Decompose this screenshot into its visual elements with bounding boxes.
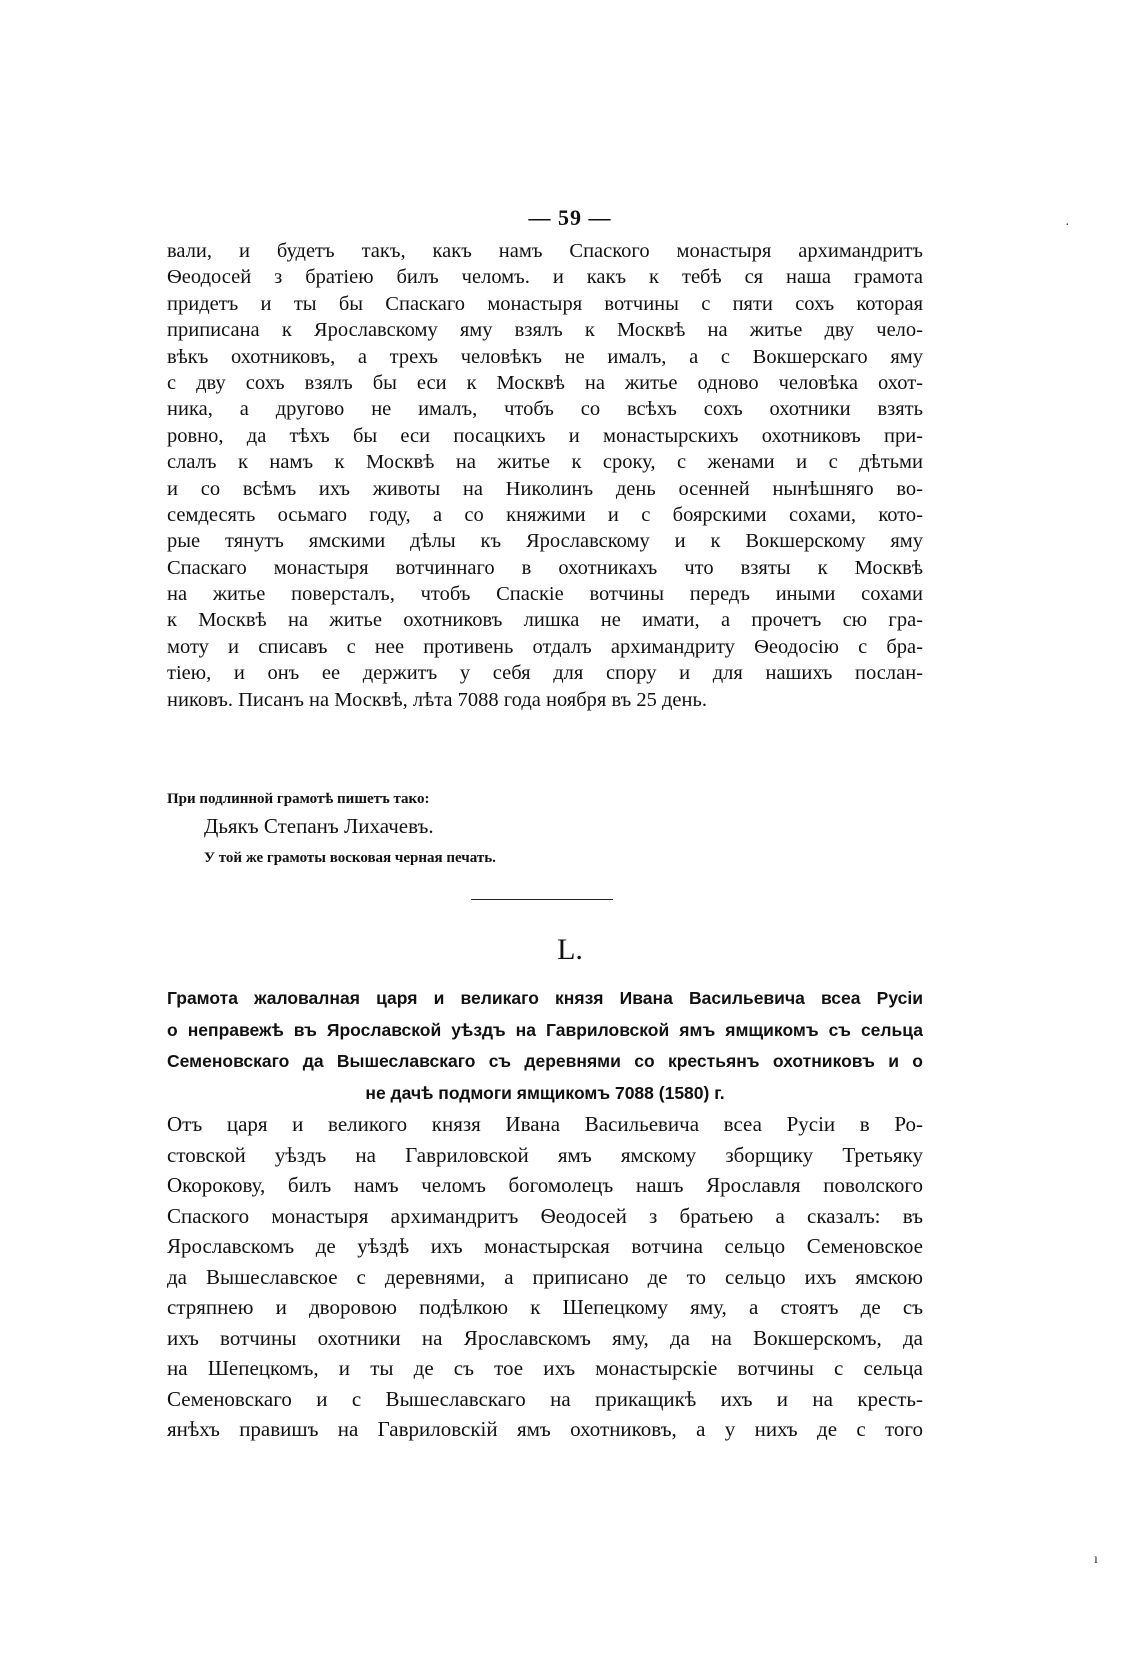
text-line: придетъ и ты бы Спаскаго монастыря вотчины с пяти сохъ которая — [167, 292, 923, 315]
text-line: да Вышеславское с деревнями, а приписано де то сельцо ихъ ямскою — [167, 1264, 923, 1289]
text-line: Ярославскомъ де уѣздѣ ихъ монастырская вотчина сельцо Семеновское — [167, 1234, 923, 1258]
text-line: к Москвѣ на житье охотниковъ лишка не имати, а прочетъ сю гра- — [167, 609, 923, 632]
note-original-document: При подлинной грамотѣ пишетъ тако: — [167, 791, 430, 807]
signature: Дьякъ Степанъ Лихачевъ. — [204, 814, 434, 838]
text-line: приписана к Ярославскому яму взялъ к Москвѣ на житье дву чело- — [167, 319, 923, 342]
text-line: ника, а другово не ималъ, чтобъ со всѣхъ сохъ охотники взять — [167, 398, 923, 421]
text-line: тiею, и онъ ее держитъ у себя для спору и для нашихъ послан- — [167, 662, 923, 685]
text-line: Семеновскаго и с Вышеславскаго на прикащикѣ ихъ и на кресть- — [167, 1386, 923, 1411]
text-line: стряпнею и дворовою подѣлкою к Шепецкому яму, а стоятъ де съ — [167, 1295, 923, 1319]
heading-line: Семеновскаго да Вышеславскаго съ деревнями со крестьянъ охотниковъ и о — [167, 1051, 923, 1071]
text-line: Спаскаго монастыря вотчиннаго в охотникахъ что взяты к Москвѣ — [167, 556, 923, 579]
margin-speck: ı — [1094, 1552, 1098, 1567]
text-line: слалъ к намъ к Москвѣ на житье к сроку, с женами и с дѣтьми — [167, 451, 923, 474]
text-line: семдесять осьмаго году, а со княжими и с боярскими сохами, кото- — [167, 503, 923, 526]
text-line: рые тянутъ ямскими дѣлы къ Ярославскому и к Вокшерскому яму — [167, 530, 923, 553]
heading-line: о неправежѣ въ Ярославской уѣздъ на Гавриловской ямъ ямщикомъ съ сельца — [167, 1019, 923, 1040]
paragraph-charter — [167, 1109, 923, 1445]
heading-line: Грамота жаловалная царя и великаго князя Ивана Васильевича всеа Русiи — [167, 988, 923, 1008]
text-line: стовской уѣздъ на Гавриловской ямъ ямскому зборщику Третьяку — [167, 1142, 923, 1167]
text-line: моту и списавъ с нее противень отдалъ архимандриту Ѳеодосiю с бра- — [167, 635, 923, 658]
heading-line: не дачѣ подмоги ямщикомъ 7088 (1580) г. — [365, 1082, 725, 1103]
section-letter: L. — [557, 933, 583, 966]
page-number: — 59 — — [528, 205, 612, 230]
margin-speck: · — [1065, 218, 1070, 233]
text-line: ихъ вотчины охотники на Ярославскомъ яму, да на Вокшерскомъ, да — [167, 1325, 923, 1350]
text-line: Ѳеодосей з братiею билъ челомъ. и какъ к тебѣ ся наша грамота — [167, 266, 923, 289]
text-line: вѣкъ охотниковъ, а трехъ человѣкъ не ималъ, а с Вокшерскаго яму — [167, 345, 923, 368]
text-line: никовъ. Писанъ на Москвѣ, лѣта 7088 года ноября въ 25 день. — [167, 688, 707, 711]
text-line: Окорокову, билъ намъ челомъ богомолецъ нашъ Ярославля поволского — [167, 1173, 923, 1197]
text-line: на житье поверсталъ, чтобъ Спаскiе вотчины передъ иными сохами — [167, 583, 923, 606]
note-seal: У той же грамоты восковая черная печать. — [204, 850, 496, 866]
section-divider — [471, 899, 613, 900]
text-line: Отъ царя и великого князя Ивана Васильевича всеа Русiи в Ро- — [167, 1112, 923, 1136]
text-line: с дву сохъ взялъ бы еси к Москвѣ на житье одново человѣка охот- — [167, 371, 923, 394]
text-line: янѣхъ правишъ на Гавриловскiй ямъ охотниковъ, а у нихъ де с того — [167, 1417, 923, 1441]
document-heading — [167, 983, 923, 1109]
text-line: и со всѣмъ ихъ животы на Николинъ день осенней нынѣшняго во- — [167, 477, 923, 500]
text-line: ровно, да тѣхъ бы еси посацкихъ и монастырскихъ охотниковъ при- — [167, 424, 923, 447]
text-line: вали, и будетъ такъ, какъ намъ Спаского монастыря архимандритъ — [167, 240, 923, 262]
text-line: Спаского монастыря архимандритъ Ѳеодосей з братьею а сказалъ: въ — [167, 1203, 923, 1228]
paragraph-continued — [167, 238, 923, 713]
text-line: на Шепецкомъ, и ты де съ тое ихъ монастырскiе вотчины с сельца — [167, 1356, 923, 1380]
